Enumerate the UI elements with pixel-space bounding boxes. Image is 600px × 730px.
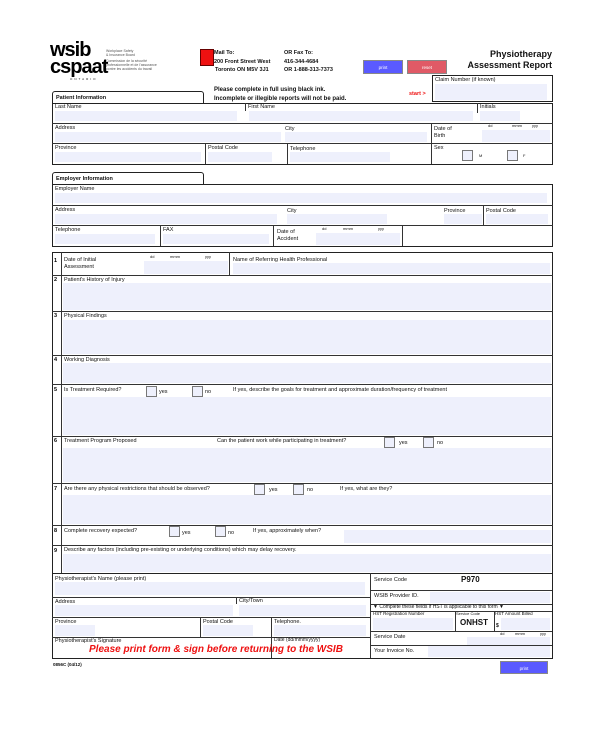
yyy-label: yyy [378, 226, 384, 231]
org-name-fr: professionnelle et de l'assurance [106, 63, 157, 67]
yyy-label: yyy [540, 631, 546, 636]
dob-input[interactable] [482, 130, 550, 142]
form-title-2: Assessment Report [467, 60, 552, 70]
postal-code-input[interactable] [208, 152, 272, 162]
yes-label: yes [399, 440, 408, 446]
print-button[interactable]: print [363, 60, 403, 74]
history-of-injury-input[interactable] [63, 283, 551, 310]
mail-icon [200, 49, 214, 66]
physio-telephone-input[interactable] [274, 625, 366, 636]
mail-address: 200 Front Street West [214, 59, 271, 65]
provider-id-input[interactable] [430, 592, 550, 603]
employer-city-label: City [287, 208, 297, 214]
telephone-label: Telephone [290, 146, 316, 152]
recovery-when-input[interactable] [344, 530, 551, 543]
org-name: & Insurance Board [106, 53, 135, 57]
dob-label-2: Birth [434, 133, 446, 139]
wsib-logo [50, 39, 108, 78]
delay-factors-input[interactable] [63, 554, 551, 572]
section-number: 6 [54, 438, 58, 444]
start-marker: start > [409, 91, 426, 97]
physio-province-input[interactable] [55, 625, 95, 636]
employer-fax-input[interactable] [163, 234, 269, 244]
restrictions-what-label: If yes, what are they? [340, 486, 393, 492]
mmm-label: mmm [170, 254, 180, 259]
employer-postal-label: Postal Code [486, 208, 516, 214]
no-label: no [307, 487, 314, 493]
employer-province-label: Province [444, 208, 466, 214]
physio-city-input[interactable] [239, 605, 366, 616]
first-name-label: First Name [248, 104, 275, 110]
reset-button[interactable]: reset [407, 60, 447, 74]
section-number: 1 [54, 258, 58, 264]
physio-address-label: Address [55, 599, 76, 605]
initial-assessment-label-2: Assessment [64, 264, 94, 270]
no-label: no [205, 389, 212, 395]
referring-professional-input[interactable] [233, 263, 550, 274]
last-name-label: Last Name [55, 104, 82, 110]
dd-label: dd [488, 123, 493, 128]
employer-name-input[interactable] [55, 193, 547, 203]
work-yes-checkbox[interactable] [384, 437, 395, 448]
mmm-label: mmm [343, 226, 353, 231]
employer-city-input[interactable] [287, 214, 387, 224]
yes-label: yes [182, 530, 191, 536]
sex-f-label: F [523, 153, 526, 158]
physical-findings-label: Physical Findings [64, 313, 107, 319]
logo-text: wsib [50, 39, 91, 61]
history-of-injury-label: Patient's History of Injury [64, 277, 125, 283]
employer-address-label: Address [55, 207, 76, 213]
print-sign-notice: Please print form & sign before returning to the WSIB [89, 644, 343, 655]
recovery-when-label: If yes, approximately when? [253, 528, 322, 534]
sex-m-label: M [479, 153, 483, 158]
service-date-input[interactable] [467, 637, 550, 645]
section-title: Patient Information [56, 95, 107, 101]
fax-tollfree: OR 1-888-313-7373 [284, 67, 333, 73]
sex-label: Sex [434, 145, 444, 151]
province-label: Province [55, 145, 77, 151]
restrictions-label: Are there any physical restrictions that should be observed? [64, 486, 210, 492]
treatment-goals-label: If yes, describe the goals for treatment and approximate duration/frequency of treatment [233, 387, 448, 393]
doa-input[interactable] [316, 233, 400, 245]
treatment-program-label: Treatment Program Proposed [64, 438, 137, 444]
employer-province-input[interactable] [444, 214, 482, 224]
hst-service-code-label: Service Code [456, 611, 481, 616]
recovery-expected-label: Complete recovery expected? [64, 528, 138, 534]
employer-postal-input[interactable] [486, 214, 548, 224]
print-button-bottom[interactable]: print [500, 661, 548, 674]
employer-fax-label: FAX [163, 227, 174, 233]
section-number: 4 [54, 357, 58, 363]
referring-professional-label: Name of Referring Health Professional [233, 257, 328, 263]
treatment-yes-checkbox[interactable] [146, 386, 157, 397]
treatment-no-checkbox[interactable] [192, 386, 203, 397]
dd-label: dd [150, 254, 155, 259]
physio-city-label: City/Town [239, 598, 263, 604]
provider-id-label: WSIB Provider ID. [374, 593, 419, 599]
logo-sub: ONTARIO [70, 77, 98, 81]
mail-label: Mail To: [214, 50, 235, 56]
working-diagnosis-label: Working Diagnosis [64, 357, 110, 363]
physio-postal-label: Postal Code [203, 619, 233, 625]
service-code-label: Service Code [374, 577, 408, 583]
physio-telephone-label: Telephone. [274, 619, 301, 625]
claim-number-input[interactable] [435, 84, 547, 100]
sex-f-checkbox[interactable] [507, 150, 518, 161]
doa-label-2: Accident [277, 236, 299, 242]
signature-date-label: Date (dd/mmm/yyyy) [274, 637, 321, 643]
yes-label: yes [159, 389, 168, 395]
section-number: 8 [54, 528, 58, 534]
restrictions-yes-checkbox[interactable] [254, 484, 265, 495]
claim-number-box [432, 75, 553, 102]
ink-notice: Please complete in full using black ink. [214, 87, 326, 93]
employer-address-input[interactable] [55, 214, 277, 224]
org-name: Workplace Safety [106, 49, 134, 53]
hst-amount-label: HST Amount Billed [495, 611, 533, 616]
physical-findings-input[interactable] [63, 320, 551, 354]
section-number: 3 [54, 313, 58, 319]
employer-telephone-label: Telephone [55, 227, 81, 233]
hst-amount-input[interactable] [501, 618, 550, 630]
service-code-value: P970 [461, 575, 480, 584]
initial-assessment-label: Date of Initial [64, 257, 97, 263]
no-label: no [437, 440, 444, 446]
hst-reg-label: HST Registration Number [373, 611, 425, 616]
mmm-label: mmm [515, 631, 525, 636]
section-number: 7 [54, 486, 58, 492]
section-number: 2 [54, 277, 58, 283]
treatment-goals-input[interactable] [63, 397, 551, 435]
section-number: 9 [54, 548, 58, 554]
treatment-program-input[interactable] [63, 448, 551, 482]
invoice-label: Your Invoice No. [374, 648, 415, 654]
initials-label: Initials [480, 104, 496, 110]
yes-label: yes [269, 487, 278, 493]
physio-postal-input[interactable] [203, 625, 253, 636]
physio-name-input[interactable] [55, 582, 365, 595]
claim-number-label: Claim Number (if known) [435, 77, 496, 83]
address-input[interactable] [55, 132, 281, 142]
recovery-no-checkbox[interactable] [215, 526, 226, 537]
logo-text-fr: cspaat [50, 56, 108, 78]
last-name-input[interactable] [55, 111, 237, 121]
treatment-required-label: Is Treatment Required? [64, 387, 122, 393]
initials-input[interactable] [480, 111, 520, 121]
doa-label: Date of [277, 229, 295, 235]
city-label: City [285, 126, 295, 132]
mail-city: Toronto ON M5V 3J1 [215, 67, 269, 73]
physio-province-label: Province [55, 619, 77, 625]
org-name-fr: contre les accidents du travail [106, 67, 153, 71]
form-title: Physiotherapy [489, 49, 552, 59]
initial-assessment-date-input[interactable] [144, 261, 228, 274]
form-id: 0856C (04/12) [53, 662, 82, 667]
section-title: Employer Information [56, 176, 113, 182]
sex-m-checkbox[interactable] [462, 150, 473, 161]
no-label: no [228, 530, 235, 536]
fax-number: 416-344-4684 [284, 59, 319, 65]
hst-reg-input[interactable] [373, 618, 453, 630]
section-number: 5 [54, 387, 58, 393]
dd-label: dd [500, 631, 505, 636]
dollar-sign: $ [496, 623, 499, 629]
signature-label: Physiotherapist's Signature [55, 638, 122, 644]
physio-address-input[interactable] [55, 605, 233, 616]
mmm-label: mmm [512, 123, 522, 128]
recovery-yes-checkbox[interactable] [169, 526, 180, 537]
hst-service-code-value: ONHST [460, 618, 488, 627]
first-name-input[interactable] [249, 111, 473, 121]
city-input[interactable] [285, 132, 427, 142]
dob-label: Date of [434, 126, 452, 132]
yyy-label: yyy [205, 254, 211, 259]
postal-code-label: Postal Code [208, 145, 238, 151]
delay-factors-label: Describe any factors (including pre-existing or underlying conditions) which may delay recovery. [64, 547, 297, 553]
service-date-label: Service Date [374, 634, 406, 640]
work-no-checkbox[interactable] [423, 437, 434, 448]
restrictions-no-checkbox[interactable] [293, 484, 304, 495]
restrictions-input[interactable] [63, 495, 551, 524]
org-name-fr: Commission de la sécurité [106, 59, 148, 63]
working-diagnosis-input[interactable] [63, 363, 551, 383]
work-during-treatment-label: Can the patient work while participating in treatment? [217, 438, 347, 444]
employer-name-label: Employer Name [55, 186, 95, 192]
dd-label: dd [322, 226, 327, 231]
physio-name-label: Physiotherapist's Name (please print) [55, 576, 147, 582]
employer-telephone-input[interactable] [55, 234, 155, 244]
telephone-input[interactable] [290, 152, 390, 162]
address-label: Address [55, 125, 76, 131]
hst-header: ▼ Complete these fields if HST is applicable to this form ▼ [373, 604, 504, 610]
invoice-input[interactable] [428, 646, 550, 657]
fax-label: OR Fax To: [284, 50, 313, 56]
province-input[interactable] [55, 152, 201, 162]
yyy-label: yyy [532, 123, 538, 128]
illegible-notice: Incomplete or illegible reports will not be paid. [214, 96, 347, 102]
